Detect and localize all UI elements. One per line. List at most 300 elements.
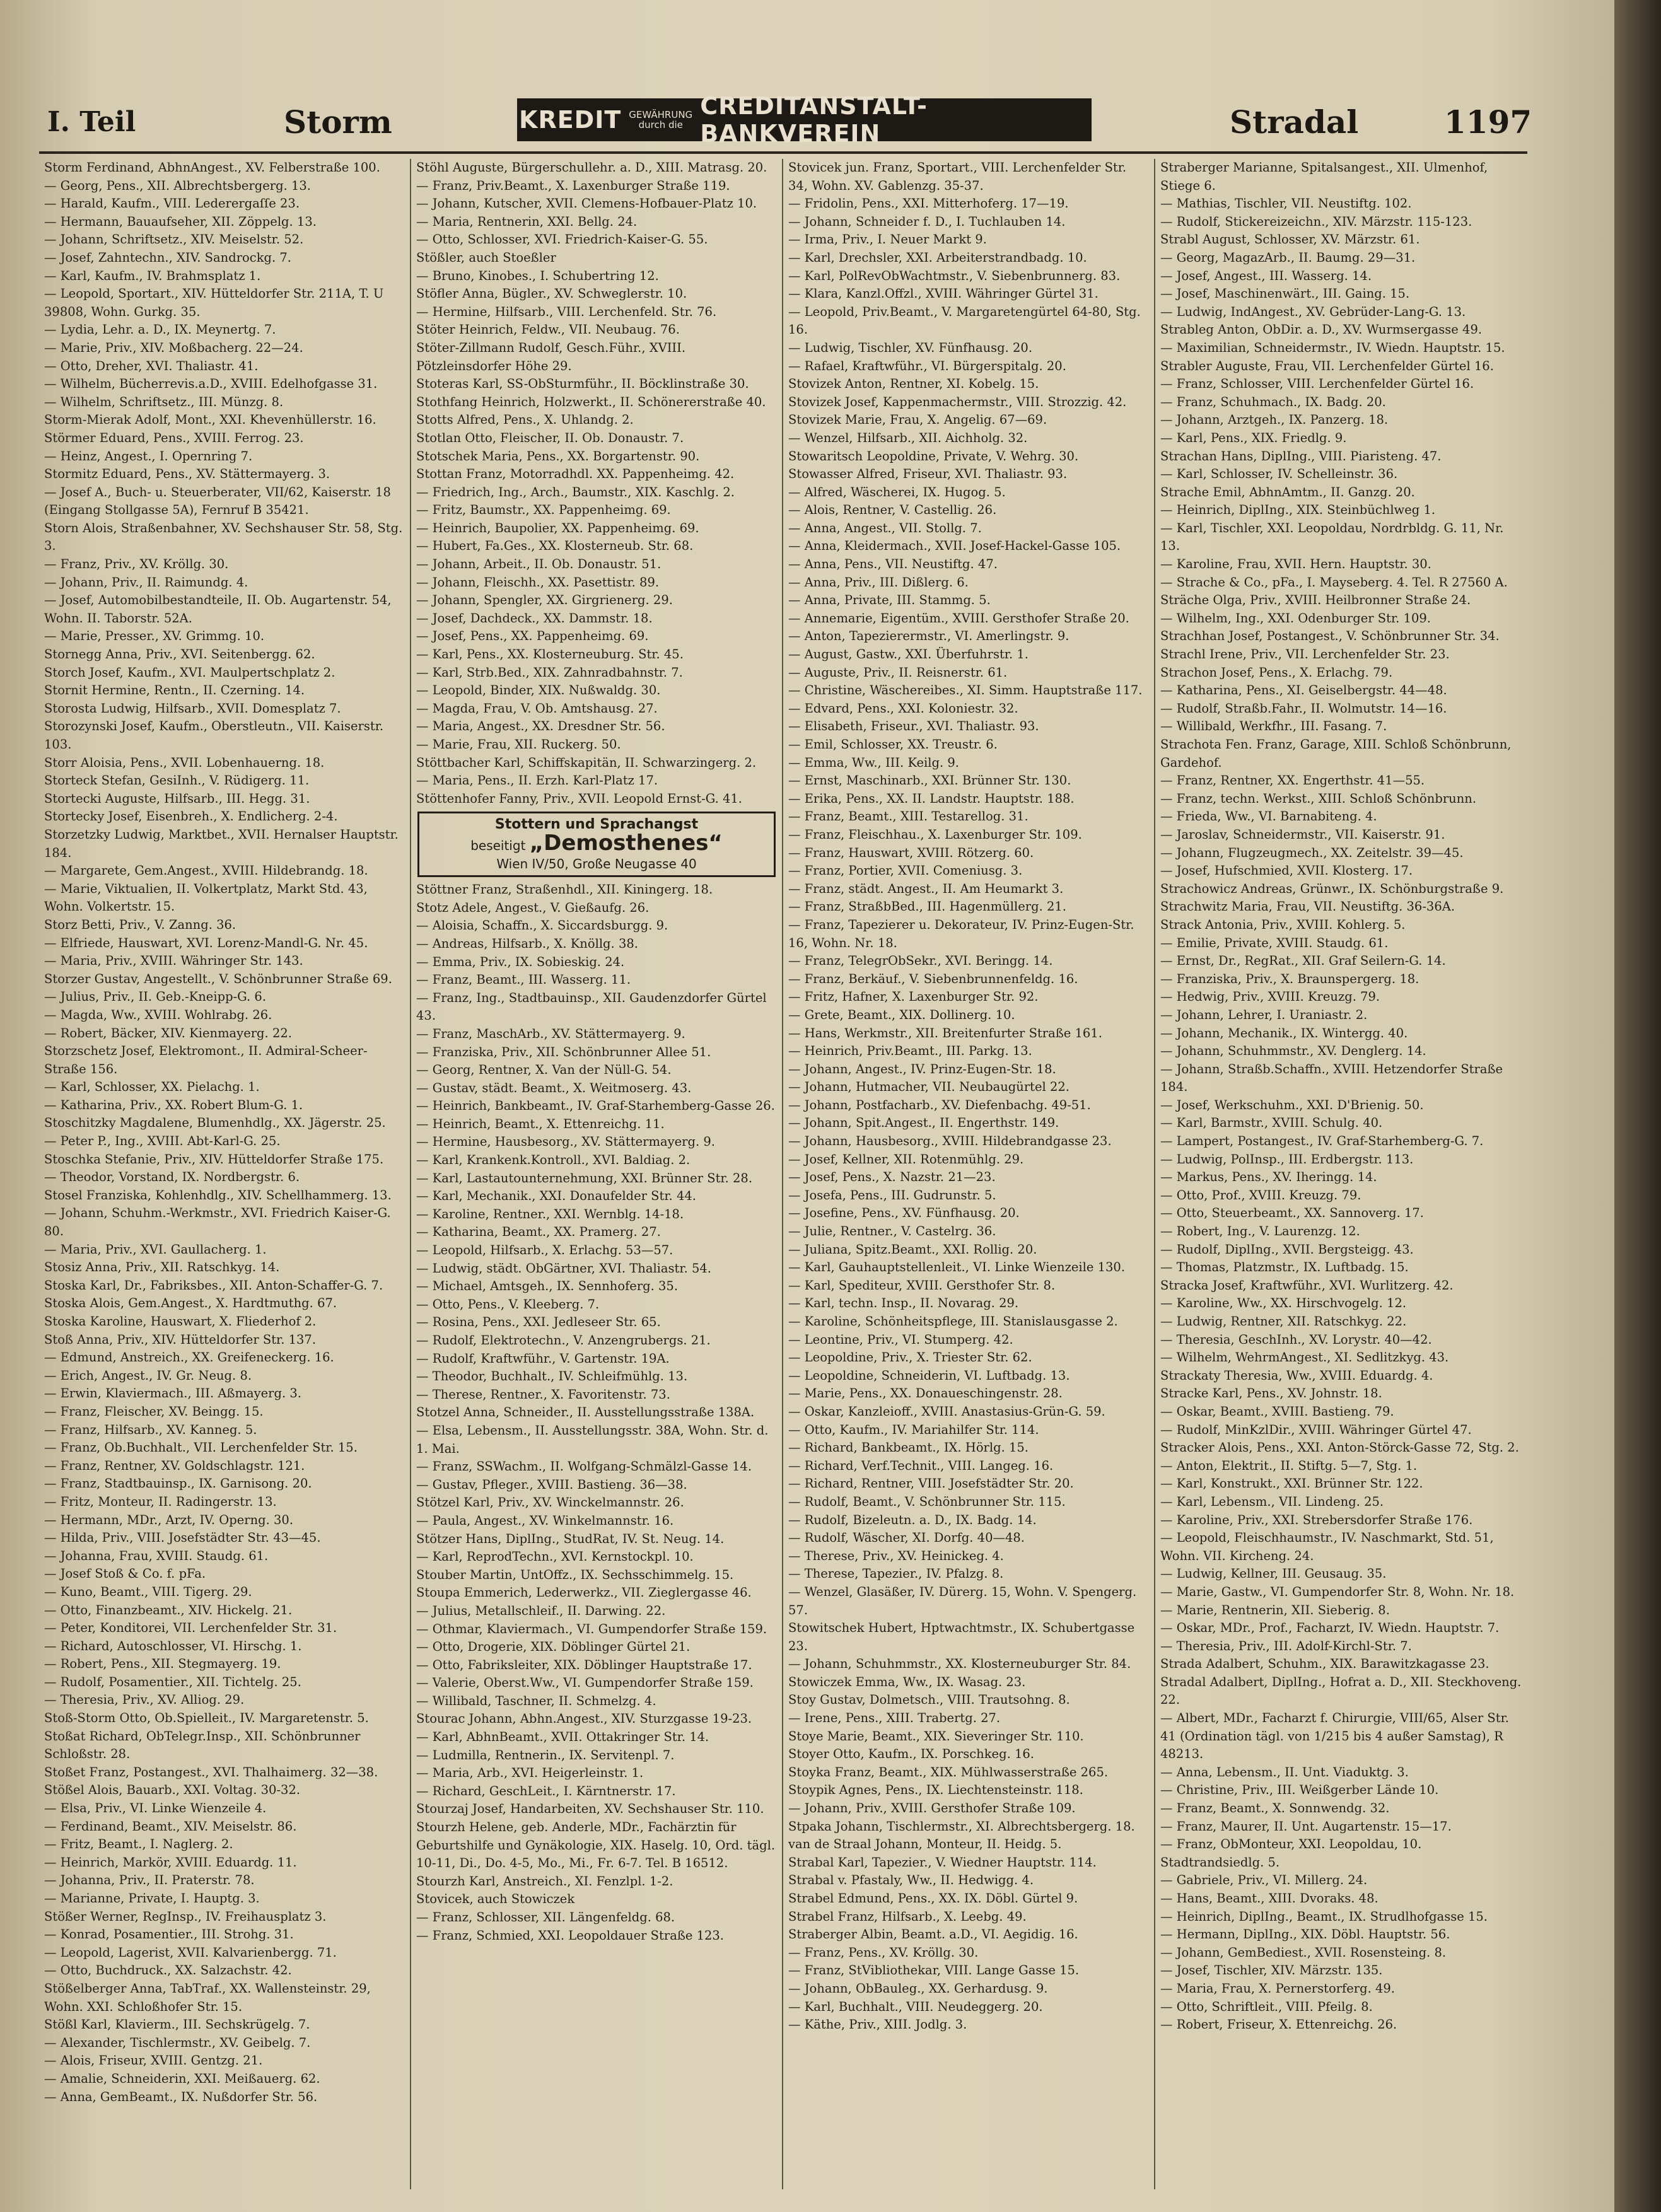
directory-entry: Stourzaj Josef, Handarbeiten, XV. Sechshauser Str. 110.	[416, 1802, 764, 1817]
directory-entry: — Käthe, Priv., XIII. Jodlg. 3.	[788, 2017, 967, 2032]
directory-entry: — Franz, Beamt., III. Wasserg. 11.	[416, 972, 631, 987]
directory-entry: — Johann, Schuhmmstr., XV. Denglerg. 14.	[1160, 1044, 1426, 1059]
directory-entry: — Heinrich, Baupolier, XX. Pappenheimg. 69.	[416, 520, 699, 535]
directory-entry: — Leopold, Lagerist, XVII. Kalvarienbergg. 71.	[44, 1945, 337, 1960]
banner-small-line2: durch die	[638, 119, 683, 131]
directory-entry: — Josef, Dachdeck., XX. Dammstr. 18.	[416, 610, 653, 626]
directory-entry: — Otto, Dreher, XVI. Thaliastr. 41.	[44, 358, 259, 373]
directory-entry: — Rosina, Pens., XXI. Jedleseer Str. 65.	[416, 1315, 661, 1330]
directory-entry: Stoß-Storm Otto, Ob.Spielleit., IV. Margaretenstr. 5.	[44, 1711, 369, 1726]
directory-entry: Stourzh Karl, Anstreich., XI. Fenzlpl. 1-2.	[416, 1873, 673, 1889]
directory-entry: — Julie, Rentner., V. Castelrg. 36.	[788, 1224, 996, 1239]
column-3	[783, 159, 1155, 2189]
directory-entry: — Markus, Pens., XV. Iheringg. 14.	[1160, 1170, 1377, 1185]
directory-entry: — Julius, Priv., II. Geb.-Kneipp-G. 6.	[44, 989, 267, 1004]
directory-entry: — Otto, Finanzbeamt., XIV. Hickelg. 21.	[44, 1602, 293, 1617]
directory-entry: Stoschka Stefanie, Priv., XIV. Hütteldorfer Straße 175.	[44, 1151, 384, 1167]
directory-entry: — Leopoldine, Priv., X. Triester Str. 62.	[788, 1350, 1032, 1365]
directory-entry: — Theresia, GeschInh., XV. Lorystr. 40—42.	[1160, 1332, 1432, 1347]
first-headword: Storm	[284, 103, 392, 141]
directory-entry: — Johann, Arbeit., II. Ob. Donaustr. 51.	[416, 557, 661, 572]
directory-entry: — Franz, Hauswart, XVIII. Rötzerg. 60.	[788, 845, 1034, 860]
banner-bank-name: CREDITANSTALT-BANKVEREIN	[700, 92, 928, 148]
directory-entry: — Grete, Beamt., XIX. Dollinerg. 10.	[788, 1007, 1015, 1022]
directory-entry: — Maria, Rentnerin, XXI. Bellg. 24.	[416, 214, 638, 229]
directory-entry: — Wenzel, Hilfsarb., XII. Aichholg. 32.	[788, 430, 1028, 445]
directory-entry: — Johann, Postfacharb., XV. Diefenbachg. 49-51.	[788, 1097, 1091, 1112]
ad-body	[423, 830, 770, 856]
directory-entry: Storm-Mierak Adolf, Mont., XXI. Khevenhüllerstr. 16.	[44, 412, 376, 428]
directory-entry: — Josef, Angest., III. Wasserg. 14.	[1160, 268, 1372, 283]
directory-entry: — Josef, Pens., X. Nazstr. 21—23.	[788, 1170, 996, 1185]
banner-small-line1: GEWÄHRUNG	[629, 109, 693, 120]
directory-entry: Stpaka Johann, Tischlermstr., XI. Albrechtsbergerg. 18.	[788, 1819, 1135, 1834]
directory-entry: — Robert, Pens., XII. Stegmayerg. 19.	[44, 1656, 281, 1672]
directory-entry: — Heinz, Angest., I. Opernring 7.	[44, 448, 253, 463]
directory-entry: — Karl, Tischler, XXI. Leopoldau, Nordrbldg. G. 11, Nr. 13.	[1160, 520, 1504, 554]
directory-entry: — Johann, Lehrer, I. Uraniastr. 2.	[1160, 1007, 1368, 1022]
column-2	[411, 159, 783, 2189]
directory-entry: — Karl, Lebensm., VII. Lindeng. 25.	[1160, 1494, 1384, 1509]
directory-entry: — Georg, Rentner, X. Van der Nüll-G. 54.	[416, 1062, 672, 1078]
directory-entry: — Johann, Kutscher, XVII. Clemens-Hofbauer-Platz 10.	[416, 196, 757, 211]
directory-entry: — Thomas, Platzmstr., IX. Luftbadg. 15.	[1160, 1260, 1409, 1275]
directory-entry: — Fritz, Baumstr., XX. Pappenheimg. 69.	[416, 503, 671, 518]
directory-entry: — Gabriele, Priv., VI. Millerg. 24.	[1160, 1873, 1368, 1888]
directory-entry: — Fritz, Monteur, II. Radingerstr. 13.	[44, 1494, 277, 1509]
directory-entry: — Richard, Autoschlosser, VI. Hirschg. 1.	[44, 1638, 302, 1653]
directory-entry: — Otto, Prof., XVIII. Kreuzg. 79.	[1160, 1187, 1361, 1202]
directory-entry: — Karl, Drechsler, XXI. Arbeiterstrandbadg. 10.	[788, 250, 1087, 265]
directory-entry: — Oskar, Beamt., XVIII. Bastieng. 79.	[1160, 1404, 1394, 1419]
directory-entry: — Erwin, Klaviermach., III. Aßmayerg. 3.	[44, 1386, 301, 1401]
directory-entry: — Leopold, Fleischhaumstr., IV. Naschmarkt, Std. 51, Wohn. VII. Kircheng. 24.	[1160, 1530, 1494, 1563]
directory-entry: — Hans, Werkmstr., XII. Breitenfurter Straße 161.	[788, 1025, 1102, 1040]
directory-entry: Stoß Anna, Priv., XIV. Hütteldorfer Str. 137.	[44, 1332, 317, 1347]
directory-entry: — Willibald, Werkfhr., III. Fasang. 7.	[1160, 719, 1387, 734]
directory-entry: Stovizek Marie, Frau, X. Angelig. 67—69.	[788, 412, 1047, 428]
directory-entry: Strack Antonia, Priv., XVIII. Kohlerg. 5.	[1160, 917, 1406, 932]
directory-entry: Strachon Josef, Pens., X. Erlachg. 79.	[1160, 665, 1393, 680]
directory-entry: Stosel Franziska, Kohlenhdlg., XIV. Schellhammerg. 13.	[44, 1187, 392, 1202]
directory-entry: — Rudolf, MinKzlDir., XVIII. Währinger Gürtel 47.	[1160, 1422, 1472, 1437]
directory-entry: — Franz, Pens., XV. Kröllg. 30.	[788, 1945, 979, 1960]
directory-entry: Stößer Werner, RegInsp., IV. Freihausplatz 3.	[44, 1909, 327, 1924]
directory-entry: — Franz, Rentner, XV. Goldschlagstr. 121.	[44, 1458, 305, 1473]
directory-entry: Stößelberger Anna, TabTraf., XX. Wallensteinstr. 29, Wohn. XXI. Schloßhofer Str. 15.	[44, 1981, 371, 2014]
directory-entry: — Othmar, Klaviermach., VI. Gumpendorfer Straße 159.	[416, 1621, 767, 1636]
directory-entry: Stöter Heinrich, Feldw., VII. Neubaug. 76.	[416, 322, 680, 337]
directory-entry: — Wilhelm, Ing., XXI. Odenburger Str. 109.	[1160, 610, 1431, 626]
page-header	[32, 92, 1532, 151]
directory-entry: — Rudolf, Bizeleutn. a. D., IX. Badg. 14.	[788, 1512, 1037, 1527]
directory-entry: — Alexander, Tischlermstr., XV. Geibelg. 7.	[44, 2035, 311, 2050]
directory-entry: — Rudolf, Elektrotechn., V. Anzengrubergs. 21.	[416, 1333, 711, 1348]
directory-entry: — Lampert, Postangest., IV. Graf-Starhemberg-G. 7.	[1160, 1134, 1484, 1149]
directory-entry: Storosta Ludwig, Hilfsarb., XVII. Domesplatz 7.	[44, 701, 341, 716]
directory-entry: — Leopold, Sportart., XIV. Hütteldorfer Str. 211A, T. U 39808, Wohn. Gurkg. 35.	[44, 286, 384, 319]
directory-entry: — Klara, Kanzl.Offzl., XVIII. Währinger Gürtel 31.	[788, 286, 1099, 301]
directory-entry: — Juliana, Spitz.Beamt., XXI. Rollig. 20.	[788, 1242, 1037, 1257]
directory-entry: — Franz, städt. Angest., II. Am Heumarkt 3.	[788, 881, 1064, 896]
directory-entry: — Karl, Buchhalt., VIII. Neudeggerg. 20.	[788, 1999, 1043, 2014]
directory-entry: — Fridolin, Pens., XXI. Mitterhoferg. 17—19.	[788, 196, 1069, 211]
directory-entry: — Ludwig, städt. ObGärtner, XVI. Thaliastr. 54.	[416, 1260, 711, 1276]
directory-entry: Störmer Eduard, Pens., XVIII. Ferrog. 23.	[44, 430, 304, 445]
directory-entry: Strabler Auguste, Frau, VII. Lerchenfelder Gürtel 16.	[1160, 358, 1494, 373]
directory-entry: Stotz Adele, Angest., V. Gießaufg. 26.	[416, 900, 650, 915]
directory-entry: — Emilie, Private, XVIII. Staudg. 61.	[1160, 935, 1389, 950]
directory-entry: — Franz, StraßbBed., III. Hagenmüllerg. 21.	[788, 899, 1066, 914]
directory-entry: Stowiczek Emma, Ww., IX. Wasag. 23.	[788, 1674, 1026, 1689]
directory-entry: — Emil, Schlosser, XX. Treustr. 6.	[788, 737, 998, 752]
directory-entry: — Elsa, Lebensm., II. Ausstellungsstr. 38A, Wohn. Str. d. 1. Mai.	[416, 1423, 769, 1456]
directory-entry: Storzschetz Josef, Elektromont., II. Admiral-Scheer-Straße 156.	[44, 1044, 368, 1076]
directory-entry: — Theresia, Priv., III. Adolf-Kirchl-Str. 7.	[1160, 1638, 1412, 1653]
directory-entry: Strabel Edmund, Pens., XX. IX. Döbl. Gürtel 9.	[788, 1891, 1078, 1906]
directory-entry: Sträche Olga, Priv., XVIII. Heilbronner Straße 24.	[1160, 593, 1471, 608]
directory-entry: Stottan Franz, Motorradhdl. XX. Pappenheimg. 42.	[416, 467, 735, 482]
directory-entry: — Marie, Pens., XX. Donaueschingenstr. 28.	[788, 1386, 1063, 1401]
directory-entry: — Marie, Gastw., VI. Gumpendorfer Str. 8, Wohn. Nr. 18.	[1160, 1584, 1515, 1599]
directory-entry: — Edvard, Pens., XXI. Koloniestr. 32.	[788, 701, 1018, 716]
directory-entry: — Alois, Rentner, V. Castellig. 26.	[788, 503, 997, 518]
directory-entry: — Margarete, Gem.Angest., XVIII. Hildebrandg. 18.	[44, 863, 368, 878]
directory-entry: — Franz, SSWachm., II. Wolfgang-Schmälzl-Gasse 14.	[416, 1459, 752, 1474]
directory-entry: Stoupa Emmerich, Lederwerkz., VII. Zieglergasse 46.	[416, 1585, 752, 1600]
directory-entry: — Rudolf, Kraftwführ., V. Gartenstr. 19A.	[416, 1351, 670, 1366]
directory-entry: Strableg Anton, ObDir. a. D., XV. Wurmsergasse 49.	[1160, 322, 1483, 337]
banner-kredit: KREDIT	[519, 106, 622, 134]
directory-entry: — Emma, Ww., III. Keilg. 9.	[788, 755, 960, 770]
directory-entry: — Johann, Schuhmmstr., XX. Klosterneuburger Str. 84.	[788, 1656, 1131, 1672]
directory-entry: — Franz, Schlosser, VIII. Lerchenfelder Gürtel 16.	[1160, 376, 1474, 392]
directory-entry: — Ferdinand, Beamt., XIV. Meiselstr. 86.	[44, 1819, 297, 1834]
directory-entry: — Franz, Tapezierer u. Dekorateur, IV. Prinz-Eugen-Str. 16, Wohn. Nr. 18.	[788, 917, 1134, 950]
directory-entry: — Jaroslav, Schneidermstr., VII. Kaiserstr. 91.	[1160, 827, 1445, 842]
directory-entry: Stoßet Franz, Postangest., XVI. Thalhaimerg. 32—38.	[44, 1764, 378, 1779]
directory-entry: — Rudolf, Stickereizeichn., XIV. Märzstr. 115-123.	[1160, 214, 1472, 229]
directory-entry: — Johann, Arztgeh., IX. Panzerg. 18.	[1160, 412, 1389, 428]
directory-entry: Stoye Marie, Beamt., XIX. Sieveringer Str. 110.	[788, 1728, 1084, 1743]
directory-entry: — Josef, Hufschmied, XVII. Klosterg. 17.	[1160, 863, 1413, 878]
directory-entry: Stöter-Zillmann Rudolf, Gesch.Führ., XVIII. Pötzleinsdorfer Höhe 29.	[416, 340, 686, 373]
directory-entry: Stoschitzky Magdalene, Blumenhdlg., XX. Jägerstr. 25.	[44, 1115, 386, 1131]
directory-entry: — Anna, Private, III. Stammg. 5.	[788, 593, 991, 608]
directory-entry: — Annemarie, Eigentüm., XVIII. Gersthofer Straße 20.	[788, 610, 1129, 626]
directory-entry: — Robert, Bäcker, XIV. Kienmayerg. 22.	[44, 1025, 292, 1040]
directory-entry: — Kuno, Beamt., VIII. Tigerg. 29.	[44, 1584, 252, 1599]
directory-entry: — Marie, Frau, XII. Ruckerg. 50.	[416, 737, 621, 752]
directory-entry: Storzetzky Ludwig, Marktbet., XVII. Hernalser Hauptstr. 184.	[44, 827, 399, 860]
directory-entry: — Rudolf, DiplIng., XVII. Bergsteigg. 43.	[1160, 1242, 1414, 1257]
directory-entry: Strachota Fen. Franz, Garage, XIII. Schloß Schönbrunn, Gardehof.	[1160, 737, 1512, 770]
directory-entry: — Franz, Ing., Stadtbauinsp., XII. Gaudenzdorfer Gürtel 43.	[416, 990, 767, 1023]
directory-entry: — Franz, Portier, XVII. Comeniusg. 3.	[788, 863, 1023, 878]
directory-entry: — Johanna, Priv., II. Praterstr. 78.	[44, 1873, 255, 1888]
directory-entry: — Ludwig, IndAngest., XV. Gebrüder-Lang-G. 13.	[1160, 304, 1466, 319]
directory-entry: — Anna, Angest., VII. Stollg. 7.	[788, 520, 982, 535]
directory-entry: — Maria, Frau, X. Pernerstorferg. 49.	[1160, 1981, 1395, 1996]
directory-entry: — Hermann, MDr., Arzt, IV. Operng. 30.	[44, 1512, 294, 1527]
directory-entry: — Harald, Kaufm., VIII. Lederergaſſe 23.	[44, 196, 300, 211]
directory-entry: — Hermann, Bauaufseher, XII. Zöppelg. 13.	[44, 214, 317, 229]
directory-entry: Storch Josef, Kaufm., XVI. Maulpertschplatz 2.	[44, 665, 335, 680]
directory-entry: — Josef A., Buch- u. Steuerberater, VII/62, Kaiserstr. 18 (Eingang Stollgasse 5A), Fernruf B 35421.	[44, 484, 391, 518]
directory-entry: — Katharina, Priv., XX. Robert Blum-G. 1.	[44, 1097, 303, 1112]
directory-entry: — Otto, Schriftleit., VIII. Pfeilg. 8.	[1160, 1999, 1373, 2014]
directory-entry: — Johann, Flugzeugmech., XX. Zeitelstr. 39—45.	[1160, 845, 1464, 860]
directory-entry: Stornegg Anna, Priv., XVI. Seitenbergg. 62.	[44, 647, 315, 662]
directory-entry: — Otto, Kaufm., IV. Mariahilfer Str. 114.	[788, 1422, 1039, 1437]
directory-entry: — Elsa, Priv., VI. Linke Wienzeile 4.	[44, 1801, 267, 1816]
directory-entry: — Hans, Beamt., XIII. Dvoraks. 48.	[1160, 1891, 1378, 1906]
directory-entry: — Theodor, Buchhalt., IV. Schleifmühlg. 13.	[416, 1369, 688, 1384]
directory-entry: Stoska Karl, Dr., Fabriksbes., XII. Anton-Schaffer-G. 7.	[44, 1278, 383, 1293]
directory-entry: — Richard, Rentner, VIII. Josefstädter Str. 20.	[788, 1476, 1074, 1491]
directory-entry: — Johann, Schriftsetz., XIV. Meiselstr. 52.	[44, 232, 304, 247]
directory-entry: Stouber Martin, UntOffz., IX. Sechsschimmelg. 15.	[416, 1567, 734, 1582]
directory-entry: Stovicek jun. Franz, Sportart., VIII. Lerchenfelder Str. 34, Wohn. XV. Gablenzg. 35-37.	[788, 160, 1127, 193]
directory-entry: — Hermann, DiplIng., XIX. Döbl. Hauptstr. 56.	[1160, 1927, 1450, 1942]
directory-entry: — Hubert, Fa.Ges., XX. Klosterneub. Str. 68.	[416, 538, 694, 554]
directory-columns	[39, 159, 1527, 2189]
stuttering-advertisement	[417, 812, 776, 877]
directory-entry: — Heinrich, Bankbeamt., IV. Graf-Starhemberg-Gasse 26.	[416, 1098, 775, 1114]
directory-entry: — Leopold, Hilfsarb., X. Erlachg. 53—57.	[416, 1243, 673, 1258]
directory-entry: — Johann, Mechanik., IX. Wintergg. 40.	[1160, 1025, 1408, 1040]
directory-entry: — Franz, Priv.Beamt., X. Laxenburger Straße 119.	[416, 178, 730, 193]
directory-entry: Stracka Josef, Kraftwführ., XVI. Wurlitzerg. 42.	[1160, 1278, 1454, 1293]
directory-entry: — Franz, techn. Werkst., XIII. Schloß Schönbrunn.	[1160, 791, 1477, 806]
directory-entry: Stoy Gustav, Dolmetsch., VIII. Trautsohng. 8.	[788, 1692, 1070, 1708]
banner-small-text	[629, 110, 692, 130]
directory-entry: — Karoline, Ww., XX. Hirschvogelg. 12.	[1160, 1296, 1407, 1311]
directory-entry: — Johann, Priv., XVIII. Gersthofer Straße 109.	[788, 1801, 1076, 1816]
directory-entry: — Richard, Bankbeamt., IX. Hörlg. 15.	[788, 1440, 1029, 1455]
directory-entry: — Auguste, Priv., II. Reisnerstr. 61.	[788, 665, 1008, 680]
directory-entry: Stowaritsch Leopoldine, Private, V. Wehrg. 30.	[788, 448, 1079, 463]
directory-entry: Stourac Johann, Abhn.Angest., XIV. Sturzgasse 19-23.	[416, 1711, 752, 1726]
directory-entry: — Wilhelm, Bücherrevis.a.D., XVIII. Edelhofgasse 31.	[44, 376, 378, 392]
directory-entry: Strachwitz Maria, Frau, VII. Neustiftg. 36-36A.	[1160, 899, 1455, 914]
directory-entry: — Johann, ObBauleg., XX. Gerhardusg. 9.	[788, 1981, 1048, 1996]
part-label: I. Teil	[47, 106, 136, 138]
directory-entry: Stothfang Heinrich, Holzwerkt., II. Schönererstraße 40.	[416, 394, 766, 409]
directory-entry: Stosiz Anna, Priv., XII. Ratschkyg. 14.	[44, 1260, 280, 1275]
directory-entry: — Lydia, Lehr. a. D., IX. Meynertg. 7.	[44, 322, 276, 337]
directory-entry: — Karl, techn. Insp., II. Novarag. 29.	[788, 1296, 1019, 1311]
directory-entry: Stoyer Otto, Kaufm., IX. Porschkeg. 16.	[788, 1747, 1034, 1762]
directory-entry: Storr Aloisia, Pens., XVII. Lobenhauerng. 18.	[44, 755, 325, 770]
directory-entry: — Karl, Lastautounternehmung, XXI. Brünner Str. 28.	[416, 1170, 753, 1185]
directory-entry: — Josef, Werkschuhm., XXI. D'Brienig. 50.	[1160, 1097, 1424, 1112]
directory-entry: — Rudolf, Beamt., V. Schönbrunner Str. 115.	[788, 1494, 1066, 1509]
directory-entry: — Albert, MDr., Facharzt f. Chirurgie, VIII/65, Alser Str. 41 (Ordination tägl. von 1/215 bis 4 außer Samstag), R 48213.	[1160, 1711, 1509, 1762]
directory-entry: — Josef, Automobilbestandteile, II. Ob. Augartenstr. 54, Wohn. II. Taborstr. 52A.	[44, 593, 392, 626]
directory-entry: — Magda, Frau, V. Ob. Amtshausg. 27.	[416, 701, 658, 716]
directory-entry: Stößl Karl, Klavierm., III. Sechskrügelg. 7.	[44, 2017, 310, 2032]
ad-prefix: beseitigt	[470, 837, 526, 853]
directory-entry: Strache Emil, AbhnAmtm., II. Ganzg. 20.	[1160, 484, 1415, 499]
directory-entry: — Josefine, Pens., XV. Fünfhausg. 20.	[788, 1206, 1020, 1221]
directory-entry: Stötzer Hans, DiplIng., StudRat, IV. St. Neug. 14.	[416, 1531, 725, 1546]
directory-entry: — Emma, Priv., IX. Sobieskig. 24.	[416, 954, 625, 969]
directory-entry: — Franz, Beamt., XIII. Testarellog. 31.	[788, 809, 1029, 824]
directory-entry: — August, Gastw., XXI. Überfuhrstr. 1.	[788, 647, 1029, 662]
ad-headline: Stottern und Sprachangst	[494, 817, 699, 833]
directory-entry: — Leopold, Binder, XIX. Nußwaldg. 30.	[416, 683, 661, 698]
directory-entry: Strachan Hans, DiplIng., VIII. Piaristeng. 47.	[1160, 448, 1442, 463]
directory-entry: — Otto, Steuerbeamt., XX. Sannoverg. 17.	[1160, 1206, 1424, 1221]
directory-entry: — Rudolf, Posamentier., XII. Tichtelg. 25.	[44, 1674, 301, 1689]
directory-entry: — Franziska, Priv., XII. Schönbrunner Allee 51.	[416, 1044, 711, 1059]
page-number: 1197	[1444, 103, 1532, 141]
directory-entry: — Heinrich, DiplIng., XIX. Steinbüchlweg 1.	[1160, 503, 1436, 518]
directory-entry: — Marie, Priv., XIV. Moßbacherg. 22—24.	[44, 340, 303, 355]
directory-entry: — Franz, Fleischer, XV. Beingg. 15.	[44, 1404, 264, 1419]
directory-entry: Stoska Karoline, Hauswart, X. Fliederhof 2.	[44, 1314, 317, 1329]
directory-entry: — Georg, MagazArb., II. Baumg. 29—31.	[1160, 250, 1416, 265]
directory-entry: — Karl, Spediteur, XVIII. Gersthofer Str. 8.	[788, 1278, 1056, 1293]
directory-entry: — Johanna, Frau, XVIII. Staudg. 61.	[44, 1548, 269, 1563]
directory-entry: — Amalie, Schneiderin, XXI. Meißauerg. 62.	[44, 2071, 320, 2086]
directory-entry: — Marie, Viktualien, II. Volkertplatz, Markt Std. 43, Wohn. Volkertstr. 15.	[44, 881, 368, 914]
directory-entry: — Hermine, Hilfsarb., VIII. Lerchenfeld. Str. 76.	[416, 304, 717, 319]
directory-entry: — Karl, PolRevObWachtmstr., V. Siebenbrunnerg. 83.	[788, 268, 1121, 283]
directory-entry: Stoßat Richard, ObTelegr.Insp., XII. Schönbrunner Schloßstr. 28.	[44, 1728, 361, 1762]
directory-entry: — Heinrich, Beamt., X. Ettenreichg. 11.	[416, 1116, 665, 1131]
directory-entry: — Ernst, Dr., RegRat., XII. Graf Seilern-G. 14.	[1160, 953, 1446, 969]
directory-entry: — Karl, Kaufm., IV. Brahmsplatz 1.	[44, 268, 261, 283]
directory-entry: Stöttbacher Karl, Schiffskapitän, II. Schwarzingerg. 2.	[416, 755, 757, 770]
directory-entry: — Josefa, Pens., III. Gudrunstr. 5.	[788, 1187, 996, 1202]
directory-entry: — Oskar, Kanzleioff., XVIII. Anastasius-Grün-G. 59.	[788, 1404, 1105, 1419]
directory-entry: Strachhan Josef, Postangest., V. Schönbrunner Str. 34.	[1160, 629, 1500, 644]
directory-entry: — Karl, Pens., XIX. Friedlg. 9.	[1160, 430, 1347, 445]
directory-entry: Stöfler Anna, Bügler., XV. Schweglerstr. 10.	[416, 286, 687, 301]
directory-entry: — Karl, Krankenk.Kontroll., XVI. Baldiag. 2.	[416, 1153, 691, 1168]
directory-entry: Stowasser Alfred, Friseur, XVI. Thaliastr. 93.	[788, 467, 1068, 482]
directory-entry: — Fritz, Hafner, X. Laxenburger Str. 92.	[788, 989, 1039, 1004]
directory-entry: — Otto, Pens., V. Kleeberg. 7.	[416, 1296, 600, 1312]
directory-entry: — Karl, Schlosser, XX. Pielachg. 1.	[44, 1080, 260, 1095]
directory-entry: — Alfred, Wäscherei, IX. Hugog. 5.	[788, 484, 1006, 499]
directory-entry: — Peter P., Ing., XVIII. Abt-Karl-G. 25.	[44, 1134, 281, 1149]
directory-entry: — Wilhelm, Schriftsetz., III. Münzg. 8.	[44, 394, 284, 409]
directory-entry: — Wenzel, Glasäßer, IV. Dürerg. 15, Wohn. V. Spengerg. 57.	[788, 1584, 1137, 1617]
directory-entry: Straberger Albin, Beamt. a.D., VI. Aegidig. 16.	[788, 1927, 1078, 1942]
directory-entry: Strada Adalbert, Schuhm., XIX. Barawitzkagasse 23.	[1160, 1656, 1489, 1672]
directory-entry: Stoska Alois, Gem.Angest., X. Hardtmuthg. 67.	[44, 1296, 337, 1311]
advertisement-banner	[517, 92, 1092, 148]
directory-entry: — Franz, Stadtbauinsp., IX. Garnisong. 20.	[44, 1476, 312, 1491]
directory-entry: Stoyka Franz, Beamt., XIX. Mühlwasserstraße 265.	[788, 1764, 1109, 1779]
directory-entry: Stotschek Maria, Pens., XX. Borgartenstr. 90.	[416, 448, 700, 463]
directory-entry: — Otto, Schlosser, XVI. Friedrich-Kaiser-G. 55.	[416, 232, 708, 247]
directory-entry: — Maria, Angest., XX. Dresdner Str. 56.	[416, 719, 665, 734]
directory-entry: — Anton, Elektrit., II. Stiftg. 5—7, Stg. 1.	[1160, 1458, 1418, 1473]
header-rule	[39, 151, 1527, 154]
directory-entry: — Karl, Konstrukt., XXI. Brünner Str. 122.	[1160, 1476, 1423, 1491]
directory-entry: — Rafael, Kraftwführ., VI. Bürgerspitalg. 20.	[788, 358, 1066, 373]
directory-entry: — Hermine, Hausbesorg., XV. Stättermayerg. 9.	[416, 1134, 715, 1150]
directory-entry: — Johann, Hausbesorg., XVIII. Hildebrandgasse 23.	[788, 1134, 1112, 1149]
directory-entry: Stornit Hermine, Rentn., II. Czerning. 14.	[44, 683, 305, 698]
directory-entry: — Maria, Priv., XVI. Gaullacherg. 1.	[44, 1242, 267, 1257]
directory-entry: Storteck Stefan, GesiInh., V. Rüdigerg. 11.	[44, 773, 310, 788]
directory-entry: Stöttner Franz, Straßenhdl., XII. Kiningerg. 18.	[416, 882, 713, 897]
directory-entry: — Oskar, MDr., Prof., Facharzt, IV. Wiedn. Hauptstr. 7.	[1160, 1621, 1500, 1636]
directory-entry: — Anton, Tapezierermstr., VI. Amerlingstr. 9.	[788, 629, 1069, 644]
directory-entry: Strabel Franz, Hilfsarb., X. Leebg. 49.	[788, 1909, 1027, 1924]
directory-entry: Stortecki Auguste, Hilfsarb., III. Hegg. 31.	[44, 791, 310, 806]
directory-entry: — Rudolf, Wäscher, XI. Dorfg. 40—48.	[788, 1530, 1025, 1545]
directory-entry: — Franz, Hilfsarb., XV. Kanneg. 5.	[44, 1422, 257, 1437]
directory-entry: — Ludmilla, Rentnerin., IX. Servitenpl. 7.	[416, 1747, 675, 1762]
directory-entry: Storm Ferdinand, AbhnAngest., XV. Felberstraße 100.	[44, 160, 380, 175]
directory-entry: — Therese, Priv., XV. Heinickeg. 4.	[788, 1548, 1004, 1563]
directory-entry: — Leopoldine, Schneiderin, VI. Luftbadg. 13.	[788, 1368, 1070, 1383]
column-4	[1155, 159, 1527, 2189]
directory-entry: — Heinrich, Priv.Beamt., III. Parkg. 13.	[788, 1044, 1032, 1059]
ad-address: Wien IV/50, Große Neugasse 40	[496, 856, 697, 871]
directory-entry: — Marie, Rentnerin, XII. Sieberig. 8.	[1160, 1602, 1390, 1617]
directory-entry: — Irene, Pens., XIII. Trabertg. 27.	[788, 1711, 1001, 1726]
directory-entry: — Karl, Barmstr., XVIII. Schulg. 40.	[1160, 1115, 1383, 1131]
directory-entry: — Maria, Priv., XVIII. Währinger Str. 143.	[44, 953, 303, 969]
directory-entry: — Theresia, Priv., XV. Alliog. 29.	[44, 1692, 245, 1708]
directory-entry: — Anna, Lebensm., II. Unt. Viaduktg. 3.	[1160, 1764, 1409, 1779]
directory-entry: — Franziska, Priv., X. Braunspergerg. 18.	[1160, 971, 1419, 986]
directory-entry: Strabal Karl, Tapezier., V. Wiedner Hauptstr. 114.	[788, 1854, 1097, 1870]
directory-entry: — Elfriede, Hauswart, XVI. Lorenz-Mandl-G. Nr. 45.	[44, 935, 368, 950]
directory-entry: — Anna, GemBeamt., IX. Nußdorfer Str. 56.	[44, 2089, 318, 2104]
directory-entry: — Maria, Arb., XVI. Heigerleinstr. 1.	[416, 1766, 644, 1781]
directory-entry: Stourzh Helene, geb. Anderle, MDr., Fachärztin für Geburtshilfe und Gynäkologie, XIX. Haselg. 10, Ord. tägl. 10-11, Di., Do. 4-5, Mo., Mi., Fr. 6-7. Tel. B 16512.	[416, 1820, 776, 1871]
directory-entry: — Heinrich, Markör, XVIII. Eduardg. 11.	[44, 1854, 297, 1870]
directory-entry: — Franz, Beamt., X. Sonnwendg. 32.	[1160, 1801, 1390, 1816]
directory-entry: Stovizek Anton, Rentner, XI. Kobelg. 15.	[788, 376, 1039, 392]
directory-entry: — Karoline, Frau, XVII. Hern. Hauptstr. 30.	[1160, 557, 1431, 572]
directory-entry: Stormitz Eduard, Pens., XV. Stättermayerg. 3.	[44, 467, 330, 482]
directory-entry: — Frieda, Ww., VI. Barnabiteng. 4.	[1160, 809, 1377, 824]
directory-entry: — Christine, Priv., III. Weißgerber Lände 10.	[1160, 1783, 1439, 1798]
directory-entry: — Gustav, Pfleger., XVIII. Bastieng. 36—38.	[416, 1477, 687, 1492]
directory-entry: Stradal Adalbert, DiplIng., Hofrat a. D., XII. Steckhoveng. 22.	[1160, 1674, 1522, 1708]
directory-entry: — Ludwig, Tischler, XV. Fünfhausg. 20.	[788, 340, 1033, 355]
directory-entry: — Karl, AbhnBeamt., XVII. Ottakringer Str. 14.	[416, 1730, 709, 1745]
directory-entry: — Franz, Fleischhau., X. Laxenburger Str. 109.	[788, 827, 1082, 842]
book-spine	[1614, 0, 1661, 2212]
directory-entry: — Ludwig, PolInsp., III. Erdbergstr. 113.	[1160, 1151, 1414, 1167]
directory-entry: Stovicek, auch Stowiczek	[416, 1892, 575, 1907]
directory-entry: — Robert, Ing., V. Laurenzg. 12.	[1160, 1224, 1360, 1239]
last-headword: Stradal	[1230, 103, 1359, 141]
directory-entry: — Karl, Schlosser, IV. Schelleinstr. 36.	[1160, 467, 1398, 482]
directory-entry: — Andreas, Hilfsarb., X. Knöllg. 38.	[416, 936, 638, 951]
directory-entry: — Anna, Kleidermach., XVII. Josef-Hackel-Gasse 105.	[788, 538, 1121, 554]
directory-entry: — Katharina, Beamt., XX. Pramerg. 27.	[416, 1225, 661, 1240]
directory-entry: Storz Betti, Priv., V. Zanng. 36.	[44, 917, 236, 932]
directory-entry: Stracke Karl, Pens., XV. Johnstr. 18.	[1160, 1386, 1382, 1401]
directory-entry: — Friedrich, Ing., Arch., Baumstr., XIX. Kaschlg. 2.	[416, 484, 735, 499]
directory-entry: — Josef, Pens., XX. Pappenheimg. 69.	[416, 629, 649, 644]
directory-entry: — Franz, MaschArb., XV. Stättermayerg. 9.	[416, 1026, 685, 1041]
directory-entry: — Rudolf, Straßb.Fahr., II. Wolmutstr. 14—16.	[1160, 701, 1447, 716]
directory-entry: Strabl August, Schlosser, XV. Märzstr. 61.	[1160, 232, 1420, 247]
directory-entry: — Anna, Pens., VII. Neustiftg. 47.	[788, 557, 998, 572]
